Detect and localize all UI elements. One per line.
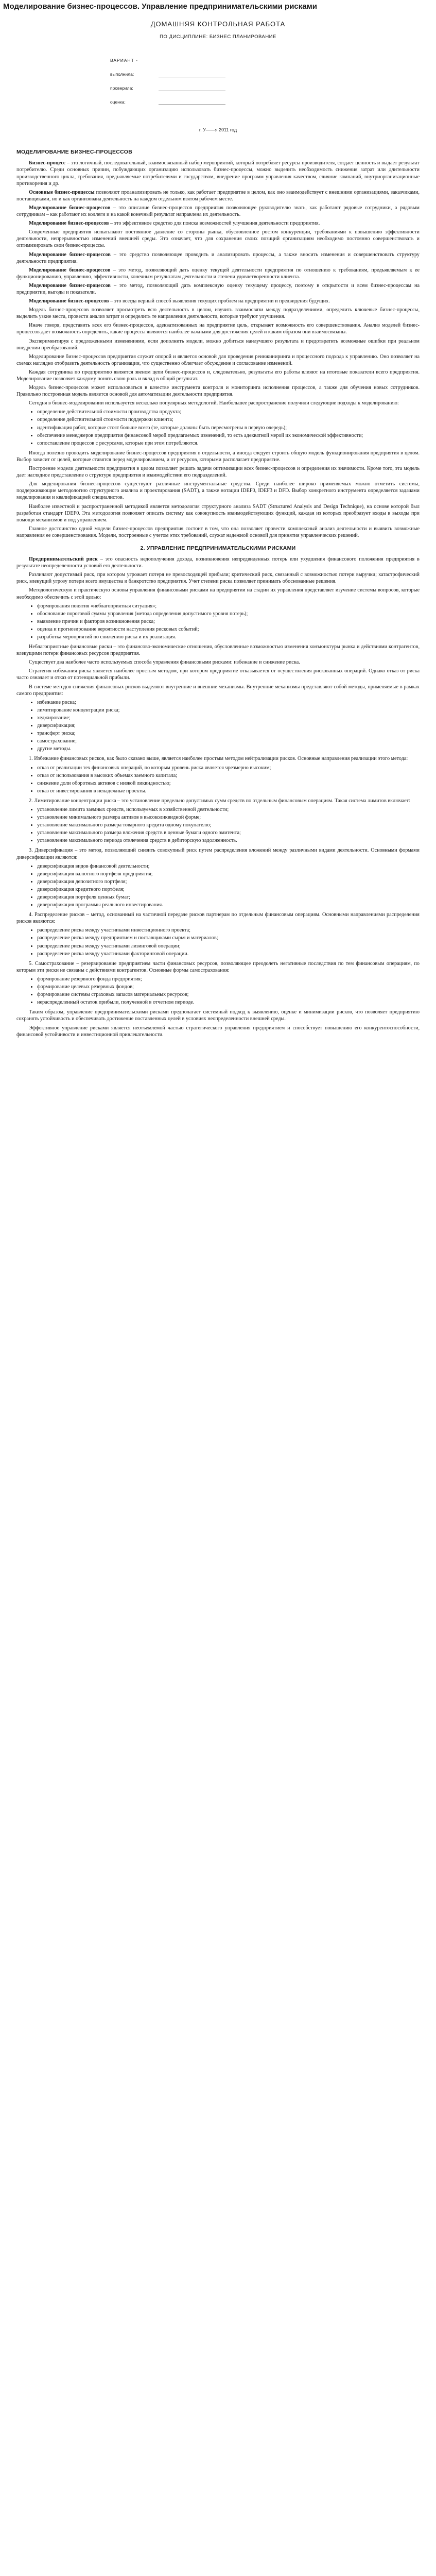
term-lead: Моделирование бизнес-процессов — [29, 251, 111, 258]
paragraph-text: – это эффективное средство для поиска возможностей улучшения деятельности предприятия. — [109, 221, 320, 227]
term-lead: Предпринимательский риск — [29, 556, 98, 563]
paragraph-text: – это метод, позволяющий дать оценку текущей деятельности предприятия по отношению к требованиям, предъявляемым к ее функционированию, управлению, эффективности, конечным результатам деятельности и степени удовлетворенности клиента. — [16, 267, 420, 280]
bullet-list — [16, 976, 420, 1006]
bullet-list — [16, 603, 420, 640]
list-item: • лимитирование концентрации риска; — [37, 707, 420, 714]
list-item: • диверсификация; — [37, 722, 420, 729]
paragraph — [16, 755, 420, 762]
list-item: • обеспечение менеджеров предприятия финансовой мерой предлагаемых изменений, то есть адекватной мерой их экономической эффективности; — [37, 432, 420, 439]
term-lead: Основные бизнес-процессы — [29, 189, 95, 195]
paragraph — [16, 668, 420, 681]
list-item: • избежание риска; — [37, 699, 420, 706]
paragraph-text: 5. Самострахование – резервирование предприятием части финансовых ресурсов, позволяющее преодолеть негативные последствия по тем финансовым операциям, по которым эти риски не связаны с действиями контрагентов. Основные формы самострахования: — [16, 960, 420, 973]
paragraph-text: Модель бизнес-процессов может использоваться в качестве инструмента контроля и мониторинга исполнения процессов, а также для обучения новых сотрудников. Правильно построенная модель является основой для автоматизации деятельности предприятия. — [16, 385, 420, 398]
paragraph — [16, 298, 420, 304]
document-body — [16, 149, 420, 1038]
list-item: • установление лимита заемных средств, используемых в хозяйственной деятельности; — [37, 806, 420, 813]
author-rows — [110, 72, 420, 105]
list-item: • установление максимального размера товарного кредита одному покупателю; — [37, 822, 420, 828]
paragraph-text: Построение модели деятельности предприятия в целом позволяет решать задачи оптимизации всех бизнес-процессов и определения их значимости. Кроме того, эта модель дает наглядное представление о структуре предприятия и взаимодействии его подразделений. — [16, 466, 420, 479]
paragraph-text: Иногда полезно проводить моделирование бизнес-процессов предприятия в отдельности, а иногда следует строить общую модель функционирования предприятия в целом. Выбор зависит от целей, которые ставятся перед моделированием, и от ресурсов, которыми располагает предприятие. — [16, 450, 420, 463]
paragraph-text: Современные предприятия испытывают постоянное давление со стороны рынка, обусловленное ростом конкуренции, требованиями к повышению эффективности деятельности, непрерывностью изменений внешней среды. Это означает, что для сохранения своих позиций организациям необходимо постоянно совершенствовать и оптимизировать свои бизнес-процессы. — [16, 229, 420, 249]
paragraph-text: Для моделирования бизнес-процессов существуют различные инструментальные средства. Среди наиболее широко применяемых можно отметить системы, поддерживающие методологию структурного анализа и проектирования (SADT), а также нотации IDEF0, IDEF3 и DFD. Выбор конкретного инструмента определяется задачами моделирования и квалификацией специалистов. — [16, 481, 420, 501]
term-lead: Моделирование бизнес-процессов — [29, 205, 111, 211]
paragraph-text: – это метод, позволяющий дать комплексную оценку текущему процессу, поэтому в открытости и всем бизнес-процессам на предприятии, выгоды и показатели. — [16, 282, 420, 295]
paragraph — [16, 353, 420, 367]
paragraph-text: Эффективное управление рисками является неотъемлемой частью стратегического управления предприятием и способствует повышению его конкурентоспособности, финансовой устойчивости и инвестиционной привлекательности. — [16, 1025, 420, 1038]
list-item: • нераспределенный остаток прибыли, полученной в отчетном периоде. — [37, 999, 420, 1006]
list-item: • распределение риска между участниками факторинговой операции. — [37, 951, 420, 957]
list-item: • отказ от инвестирования в ненадежные проекты. — [37, 788, 420, 794]
list-item: • диверсификация портфеля ценных бумаг; — [37, 894, 420, 901]
bullet-list — [16, 699, 420, 753]
paragraph — [16, 526, 420, 539]
paragraph-text: 3. Диверсификация – это метод, позволяющий снизить совокупный риск путем распределения вложений между различными видами деятельности. Основными формами диверсификации являются: — [16, 848, 420, 860]
paragraph-text: 4. Распределение рисков – метод, основанный на частичной передаче рисков партнерам по отдельным финансовым операциям. Основными направлениями распределения рисков являются: — [16, 912, 420, 925]
list-item: • определение действительной стоимости производства продукта; — [37, 409, 420, 415]
paragraph — [16, 220, 420, 227]
list-item: • другие методы. — [37, 745, 420, 752]
list-item: • определение действительной стоимости поддержки клиента; — [37, 416, 420, 423]
list-item: • диверсификация видов финансовой деятельности; — [37, 863, 420, 870]
signature-line — [159, 86, 225, 91]
list-item: • самострахование; — [37, 738, 420, 744]
paragraph-text: Таким образом, управление предпринимательскими рисками предполагает системный подход к выявлению, оценке и минимизации рисков, что позволяет предприятию сохранять устойчивость и обеспечивать достижение поставленных целей в условиях неопределенности внешней среды. — [16, 1009, 420, 1022]
list-item: • разработка мероприятий по снижению риска и их реализация. — [37, 634, 420, 640]
list-item: • снижение доли оборотных активов с низкой ликвидностью; — [37, 780, 420, 787]
paragraph — [16, 1025, 420, 1038]
bullet-list — [16, 765, 420, 794]
paragraph-text: – это описание бизнес-процессов предприятия позволяющее руководителю знать, как работают рядовые сотрудники, а рядовым сотрудникам – как работают их коллеги и на какой конечный результат направлена их деятельность. — [16, 205, 420, 218]
paragraph-text: Различают допустимый риск, при котором угрожает потеря не превосходящей прибыли; критический риск, связанный с возможностью потери выручки; катастрофический риск, влекущий угрозу потери всего имущества и банкротство предприятия. Учет степени риска позволяет принимать обоснованные решения. — [16, 572, 420, 585]
paragraph-text: 1. Избежание финансовых рисков, как было сказано выше, является наиболее простым методом нейтрализации рисков. Основные направления реализации этого метода: — [29, 756, 408, 762]
term-lead: Моделирование бизнес-процессов — [29, 298, 109, 304]
paragraph-text: Экспериментируя с предложенными изменениями, если дополнить модели, можно добиться наилучшего результата и предотвратить возможные ошибки при реальном внедрении преобразований. — [16, 338, 420, 351]
paragraph — [16, 384, 420, 398]
paragraph-text: позволяют проанализировать не только, как работает предприятие в целом, как оно взаимодействует с внешними организациями, заказчиками, поставщиками, но и как организована деятельность на каждом отдельном взятом рабочем месте. — [16, 189, 420, 202]
discipline-line: ПО ДИСЦИПЛИНЕ: БИЗНЕС ПЛАНИРОВАНИЕ — [160, 34, 276, 40]
author-block — [110, 58, 420, 105]
paragraph — [16, 465, 420, 479]
list-item: • распределение риска между участниками инвестиционного проекта; — [37, 927, 420, 934]
paragraph-text: Модель бизнес-процессов позволяет просмотреть всю деятельность в целом, изучить взаимосвязи между подразделениями, определить ключевые бизнес-процессы, выделить узкие места, провести анализ затрат и определить те направления деятельности, которые требуют улучшения. — [16, 307, 420, 320]
list-item: • установление максимального периода отвлечения средств в дебиторскую задолженность. — [37, 837, 420, 844]
list-item: • формирования понятия «неблагоприятная ситуация»; — [37, 603, 420, 609]
paragraph — [16, 960, 420, 974]
term-lead: Моделирование бизнес-процессов — [29, 282, 111, 289]
list-item: • отказ от использования в высоких объемах заемного капитала; — [37, 772, 420, 779]
list-item: • диверсификация программы реального инвестирования. — [37, 902, 420, 908]
paragraph — [16, 1009, 420, 1022]
paragraph — [16, 267, 420, 280]
list-item: • диверсификация кредитного портфеля; — [37, 886, 420, 893]
author-row — [110, 99, 420, 105]
list-item: • распределение риска между предприятием и поставщиками сырья и материалов; — [37, 935, 420, 941]
section-heading: МОДЕЛИРОВАНИЕ БИЗНЕС-ПРОЦЕССОВ — [16, 149, 133, 156]
bullet-list — [16, 409, 420, 446]
author-row — [110, 72, 420, 77]
bullet-list — [16, 806, 420, 844]
paragraph — [16, 322, 420, 335]
paragraph-text: Сегодня в бизнес-моделировании используется несколько популярных методологий. Наибольшее распространение получили следующие подходы к моделированию: — [29, 400, 399, 406]
section-heading: 2. УПРАВЛЕНИЕ ПРЕДПРИНИМАТЕЛЬСКИМИ РИСКАМИ — [140, 545, 296, 551]
page-title: Моделирование бизнес-процессов. Управление предпринимательскими рисками — [3, 2, 317, 11]
list-item: • распределение риска между участниками лизинговой операции; — [37, 943, 420, 950]
paragraph-text: Моделирование бизнес-процессов предприятия служит опорой и является основой для проведения реинжиниринга и процессного подхода к управлению. Оно позволяет на схемах наглядно отобразить деятельность организации, что существенно облегчает обсуждение и согласование изменений. — [16, 353, 420, 366]
paragraph — [16, 571, 420, 585]
list-item: • формирование системы страховых запасов материальных ресурсов; — [37, 991, 420, 998]
paragraph-text: Каждая сотрудника по предприятию является звеном цепи бизнес-процессов и, следовательно, результаты его работы влияют на итоговые показатели всего предприятия. Моделирование позволяет каждому понять свою роль и вклад в общий результат. — [16, 369, 420, 382]
list-item: • хеджирование; — [37, 715, 420, 721]
paragraph — [16, 369, 420, 382]
list-item: • установление минимального размера активов в высоколиквидной форме; — [37, 814, 420, 821]
paragraph — [16, 251, 420, 265]
paragraph — [16, 307, 420, 320]
list-item: • диверсификация депозитного портфеля; — [37, 878, 420, 885]
paragraph — [16, 587, 420, 600]
paragraph — [16, 481, 420, 501]
list-item: • обоснование пороговой суммы управления (метода определения допустимого уровня потерь); — [37, 611, 420, 617]
list-item: • идентификация работ, которые стоят больше всего (те, которые должны быть пересмотрены в первую очередь); — [37, 425, 420, 431]
paragraph-text: Существует два наиболее часто используемых способа управления финансовыми рисками: избежание и снижение риска. — [29, 659, 300, 666]
list-item: • оценка и прогнозирование вероятности наступления рисковых событий; — [37, 626, 420, 633]
term-lead: Бизнес-процесс — [29, 160, 66, 166]
list-item: • диверсификация валютного портфеля предприятия; — [37, 871, 420, 877]
list-item: • формирование резервного фонда предприятия; — [37, 976, 420, 982]
paragraph — [16, 798, 420, 804]
paragraph — [16, 684, 420, 697]
paragraph — [16, 160, 420, 187]
signature-line — [159, 99, 225, 105]
list-item: • отказ от реализации тех финансовых операций, по которым уровень риска является чрезмерно высоким; — [37, 765, 420, 771]
paragraph — [16, 338, 420, 351]
paragraph-text: – это опасность недополучения дохода, возникновения непредвиденных потерь или ухудшения финансового положения предприятия в результате неопределенности условий его деятельности. — [16, 556, 420, 569]
paragraph — [16, 229, 420, 249]
list-item: • установление максимального размера вложения средств в ценные бумаги одного эмитента; — [37, 829, 420, 836]
bullet-list — [16, 927, 420, 957]
paragraph-text: Наиболее известной и распространенной методикой является методология структурного анализа SADT (Structured Analysis and Design Technique), на основе которой был разработан стандарт IDEF0. Эта методология позволяет описать систему как совокупность взаимодействующих функций, каждая из которых преобразует входы в выходы при помощи механизмов и под управлением. — [16, 503, 420, 523]
paragraph-text: Главное достоинство одной модели бизнес-процессов предприятия состоит в том, что она позволяет провести комплексный анализ деятельности и выявить возможные направления ее совершенствования. Модели, построенные с учетом этих требований, служат надежной основой для принятия управленческих решений. — [16, 526, 420, 538]
author-row — [110, 86, 420, 91]
variant-label: ВАРИАНТ - — [110, 58, 138, 63]
paragraph-text: – это средство позволяющее проводить и анализировать процессы, а также вносить изменения и совершенствовать структуру деятельности предприятия. — [16, 251, 420, 264]
paragraph — [16, 911, 420, 925]
bullet-list — [16, 863, 420, 909]
paragraph — [16, 643, 420, 657]
list-item: • трансферт риска; — [37, 730, 420, 737]
paragraph — [16, 205, 420, 218]
paragraph-text: Стратегия избежания риска является наиболее простым методом, при котором предприятие отказывается от осуществления рискованных операций. Однако отказ от риска часто означает и отказ от потенциальной прибыли. — [16, 668, 420, 681]
city-year: г. У——я 2011 год — [199, 127, 237, 133]
paragraph — [16, 659, 420, 666]
paragraph — [16, 847, 420, 860]
paragraph-text: В системе методов снижения финансовых рисков выделяют внутренние и внешние механизмы. Внутренние механизмы представляют собой методы, применяемые в рамках самого предприятия: — [16, 684, 420, 697]
paragraph — [16, 189, 420, 202]
document-paper — [16, 21, 420, 1038]
paragraph-text: – это логичный, последовательный, взаимосвязанный набор мероприятий, который потребляет ресурсы производителя, создает ценность и выдает результат потребителю. Среди основных причин, побуждающих организацию использовать бизнес-процессы, можно выделить необходимость снижения затрат или длительности производственного цикла, требования, предъявляемые потребителями и государством, внедрение программ управления качеством, слияние компаний, внутриорганизационные противоречия и др. — [16, 160, 420, 187]
paragraph-text: Неблагоприятные финансовые риски – это финансово-экономические отношения, обусловленные возможностью изменения конъюнктуры рынка и действиями контрагентов, влекущими потери финансовых ресурсов предприятия. — [16, 644, 420, 657]
term-lead: Моделирование бизнес-процессов — [29, 221, 109, 227]
paragraph — [16, 556, 420, 569]
paragraph-text: 2. Лимитирование концентрации риска – это установление предельно допустимых сумм средств по отдельным финансовым операциям. Такая система лимитов включает: — [29, 798, 410, 804]
list-item: • сопоставление процессов с ресурсами, которые при этом потребляются. — [37, 440, 420, 447]
signature-line — [159, 72, 225, 77]
work-title: ДОМАШНЯЯ КОНТРОЛЬНАЯ РАБОТА — [150, 20, 286, 28]
paragraph-text: Иначе говоря, представить всех его бизнес-процессов, адекватизованных на предприятие цель, открывает возможность его совершенствования. Анализ моделей бизнес-процессов дает возможность определить, какие процессы являются наиболее важными для достижения целей и каким образом они взаимосвязаны. — [16, 323, 420, 335]
paragraph — [16, 450, 420, 463]
paragraph-text: Методологическую и практическую основы управления финансовыми рисками на предприятии на стадии их управления представляет изучение системы вопросов, которые необходимо обеспечить с этой целью: — [16, 587, 420, 600]
author-row-label: выполнила: — [110, 72, 134, 77]
paragraph — [16, 282, 420, 296]
author-row-label: оценка: — [110, 99, 126, 105]
author-row-label: проверила: — [110, 86, 133, 91]
paragraph-text: – это всегда верный способ выявления текущих проблем на предприятии и предвидения будущих. — [109, 298, 330, 304]
list-item: • выявление причин и факторов возникновения риска; — [37, 618, 420, 625]
list-item: • формирование целевых резервных фондов; — [37, 984, 420, 990]
paragraph — [16, 503, 420, 523]
term-lead: Моделирование бизнес-процессов — [29, 267, 111, 273]
paragraph — [16, 400, 420, 406]
